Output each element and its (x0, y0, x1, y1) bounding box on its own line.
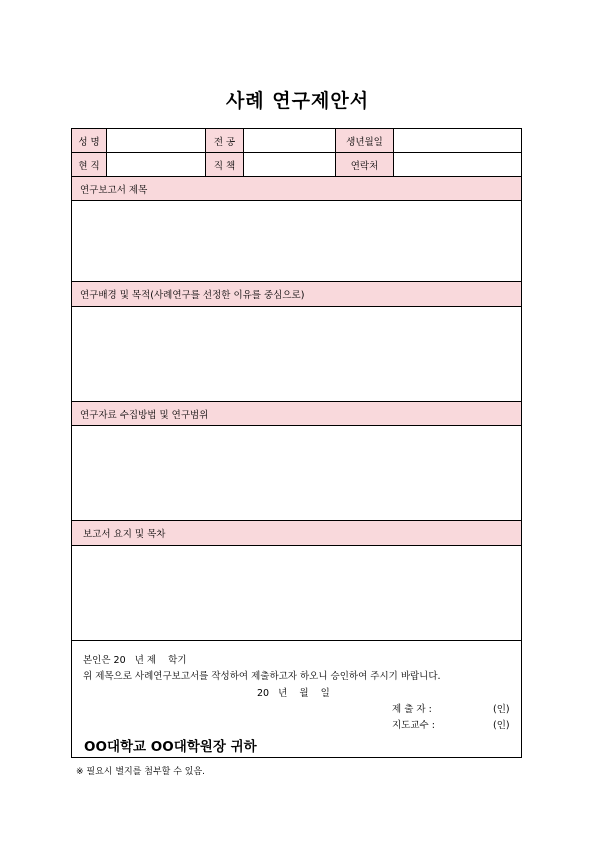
birth-field[interactable] (394, 129, 521, 152)
submitter-label: 제 출 자 : (392, 704, 432, 715)
semester-statement: 본인은 20 년 제 학기 (83, 655, 187, 666)
background-area[interactable] (72, 307, 521, 402)
submitter-seal: (인) (493, 704, 510, 715)
contact-field[interactable] (394, 153, 521, 176)
proposal-form (71, 128, 522, 758)
advisor-label: 지도교수 : (392, 720, 435, 731)
report-title-area[interactable] (72, 201, 521, 282)
info-row-1 (72, 129, 521, 153)
data-method-area[interactable] (72, 426, 521, 521)
contact-label: 연락처 (336, 153, 394, 176)
addressee: OO대학교 OO대학원장 귀하 (84, 739, 257, 755)
info-row-2 (72, 153, 521, 177)
document-title: 사례 연구제안서 (225, 90, 370, 112)
position-label: 직 책 (206, 153, 244, 176)
attachment-note: ※ 필요시 별지를 첨부할 수 있음. (76, 767, 206, 777)
name-field[interactable] (107, 129, 206, 152)
birth-label: 생년월일 (336, 129, 394, 152)
submission-statement: 위 제목으로 사례연구보고서를 작성하여 제출하고자 하오니 승인하여 주시기 바랍니다. (83, 671, 441, 682)
name-label: 성 명 (72, 129, 107, 152)
major-label: 전 공 (206, 129, 244, 152)
data-method-header: 연구자료 수집방법 및 연구범위 (72, 402, 521, 426)
summary-header: 보고서 요지 및 목차 (72, 521, 521, 546)
major-field[interactable] (244, 129, 336, 152)
position-field[interactable] (244, 153, 336, 176)
job-label: 현 직 (72, 153, 107, 176)
background-header: 연구배경 및 목적(사례연구를 선정한 이유를 중심으로) (72, 282, 521, 307)
job-field[interactable] (107, 153, 206, 176)
report-title-header: 연구보고서 제목 (72, 177, 521, 201)
advisor-seal: (인) (493, 720, 510, 731)
summary-area[interactable] (72, 546, 521, 641)
date-line: 20 년 월 일 (257, 688, 330, 699)
